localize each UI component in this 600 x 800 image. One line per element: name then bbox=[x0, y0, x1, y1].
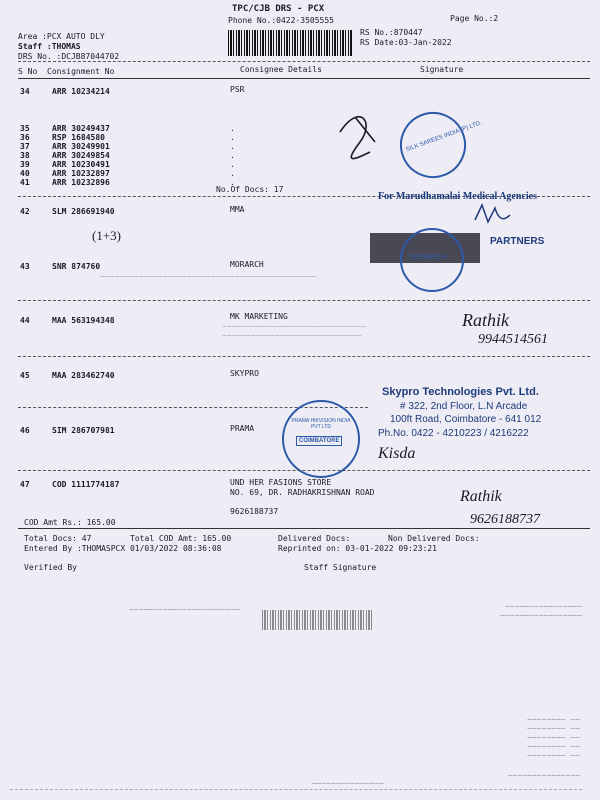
silk-sarees-stamp: SILK SAREES INDIA (P) LTD. bbox=[391, 103, 476, 188]
handwritten-signature: Rathik bbox=[460, 488, 502, 505]
row-consignee: PRAMA bbox=[230, 424, 255, 433]
signature-mark bbox=[470, 200, 520, 230]
row-consignee: MMA bbox=[230, 205, 245, 214]
row-sno: 34 bbox=[20, 87, 30, 96]
divider bbox=[18, 356, 590, 357]
row-consignment: ARR 30249901 bbox=[52, 142, 110, 151]
row-consignment: SIM 286707981 bbox=[52, 426, 115, 435]
total-docs: Total Docs: 47 bbox=[24, 534, 92, 543]
skypro-stamp-address: 100ft Road, Coimbatore - 641 012 bbox=[390, 414, 542, 425]
row-consignment: COD 1111774187 bbox=[52, 480, 120, 489]
non-delivered-docs: Non Delivered Docs: bbox=[388, 534, 480, 543]
cod-amount: COD Amt Rs.: 165.00 bbox=[24, 518, 116, 527]
handwritten-note: (1+3) bbox=[92, 228, 121, 243]
row-sno: 44 bbox=[20, 316, 30, 325]
row-sno: 43 bbox=[20, 262, 30, 271]
total-cod-amount: Total COD Amt: 165.00 bbox=[130, 534, 232, 543]
partners-stamp: PARTNERS bbox=[490, 236, 545, 247]
row-consignee: UND HER FASIONS STORE bbox=[230, 478, 332, 487]
area-label: Area :PCX AUTO DLY bbox=[18, 32, 105, 41]
row-consignment: ARR 30249437 bbox=[52, 124, 110, 133]
row-dots: . . . . . . . bbox=[230, 124, 235, 187]
row-sno: 35 bbox=[20, 124, 30, 133]
morarch-stamp: MORARCH bbox=[400, 228, 464, 292]
row-consignment: ARR 10230491 bbox=[52, 160, 110, 169]
no-of-docs: No.Of Docs: 17 bbox=[216, 185, 284, 194]
row-consignment: ARR 30249854 bbox=[52, 151, 110, 160]
marudhamalai-stamp: For Marudhamalai Medical Agencies bbox=[378, 191, 537, 202]
row-sno: 39 bbox=[20, 160, 30, 169]
row-consignee: MK MARKETING bbox=[230, 312, 288, 321]
row-consignment: ARR 10232897 bbox=[52, 169, 110, 178]
phone-number: Phone No.:0422-3505555 bbox=[228, 16, 334, 25]
verified-by: Verified By bbox=[24, 563, 77, 572]
row-sno: 38 bbox=[20, 151, 30, 160]
delivered-docs: Delivered Docs: bbox=[278, 534, 351, 543]
row-consignment: ARR 10232896 bbox=[52, 178, 110, 187]
row-address: NO. 69, DR. RADHAKRISHNAN ROAD bbox=[230, 488, 375, 497]
signature-mark bbox=[330, 92, 390, 172]
reprinted-on: Reprinted on: 03-01-2022 09:23:21 bbox=[278, 544, 437, 553]
row-consignment: SNR 874760 bbox=[52, 262, 101, 271]
column-signature: Signature bbox=[420, 65, 464, 74]
row-consignee: PSR bbox=[230, 85, 245, 94]
row-consignment: RSP 1684580 bbox=[52, 133, 105, 142]
row-consignment: MAA 563194348 bbox=[52, 316, 115, 325]
handwritten-signature: Rathik bbox=[462, 310, 509, 330]
summary-rule bbox=[18, 528, 590, 529]
header-rule bbox=[18, 78, 590, 79]
divider bbox=[18, 300, 590, 301]
rs-date: RS Date:03-Jan-2022 bbox=[360, 38, 452, 47]
divider bbox=[18, 61, 590, 62]
row-sno: 36 bbox=[20, 133, 30, 142]
skypro-stamp-phone: Ph.No. 0422 - 4210223 / 4216222 bbox=[378, 428, 529, 439]
row-sno: 47 bbox=[20, 480, 30, 489]
divider bbox=[18, 470, 590, 471]
skypro-stamp-name: Skypro Technologies Pvt. Ltd. bbox=[382, 386, 539, 398]
row-phone: 9626188737 bbox=[230, 507, 279, 516]
row-consignment: SLM 286691940 bbox=[52, 207, 115, 216]
row-consignee: MORARCH bbox=[230, 260, 264, 269]
document-title: TPC/CJB DRS - PCX bbox=[232, 4, 325, 14]
row-sno: 42 bbox=[20, 207, 30, 216]
staff-label: Staff :THOMAS bbox=[18, 42, 81, 51]
row-sno: 41 bbox=[20, 178, 30, 187]
row-sno: 45 bbox=[20, 371, 30, 380]
handwritten-signature: Kisda bbox=[378, 445, 416, 462]
column-consignment: Consignment No bbox=[47, 67, 115, 76]
handwritten-phone: 9626188737 bbox=[470, 512, 540, 527]
column-consignee: Consignee Details bbox=[240, 65, 322, 74]
row-sno: 40 bbox=[20, 169, 30, 178]
page-number: Page No.:2 bbox=[450, 14, 499, 23]
bleed-through-text: ~~~~~~~~~~~~~~~~~~~~~~~~~~~~~~ bbox=[222, 322, 367, 331]
bleed-through-text: ~~~~~~~~~~~~~~~~~~~~~~~~~~~~~ bbox=[222, 331, 362, 340]
row-sno: 37 bbox=[20, 142, 30, 151]
bleed-through-text: ~~~~~~~~~~~~~~~~~~~~~~~~~~~~~~~~~~~~~~~~~~~~~ bbox=[100, 272, 317, 281]
skypro-stamp-address: # 322, 2nd Floor, L.N Arcade bbox=[400, 401, 528, 412]
prama-stamp: PRAMA HIKVISION INDIA PVT LTD COIMBATORE bbox=[282, 400, 360, 478]
entered-by: Entered By :THOMASPCX 01/03/2022 08:36:08 bbox=[24, 544, 222, 553]
rs-number: RS No.:870447 bbox=[360, 28, 423, 37]
handwritten-phone: 9944514561 bbox=[478, 332, 548, 347]
row-consignment: MAA 283462740 bbox=[52, 371, 115, 380]
barcode-icon bbox=[228, 30, 353, 56]
reverse-side-bleed: ~~~~~~~~~~~~~~~ ~~ ~~~~~~~~ ~~ ~~~~~~~~ ~~ ~~~~~~~~ ~~ ~~~~~~~~ ~~ ~~~~~~~~ ~~~~~~~~~~~~~~~ ~~~~~~~~~~~~~~~~~ ~~~~~~~~~~~~~~~~ ~~~~~~~~~~~~~~~~~~~~~~~ bbox=[0, 590, 600, 800]
row-consignee: SKYPRO bbox=[230, 369, 259, 378]
column-sno: S No bbox=[18, 67, 38, 76]
row-consignment: ARR 10234214 bbox=[52, 87, 110, 96]
row-sno: 46 bbox=[20, 426, 30, 435]
drs-number: DRS No. :DCJB87044702 bbox=[18, 52, 120, 61]
staff-signature: Staff Signature bbox=[304, 563, 377, 572]
